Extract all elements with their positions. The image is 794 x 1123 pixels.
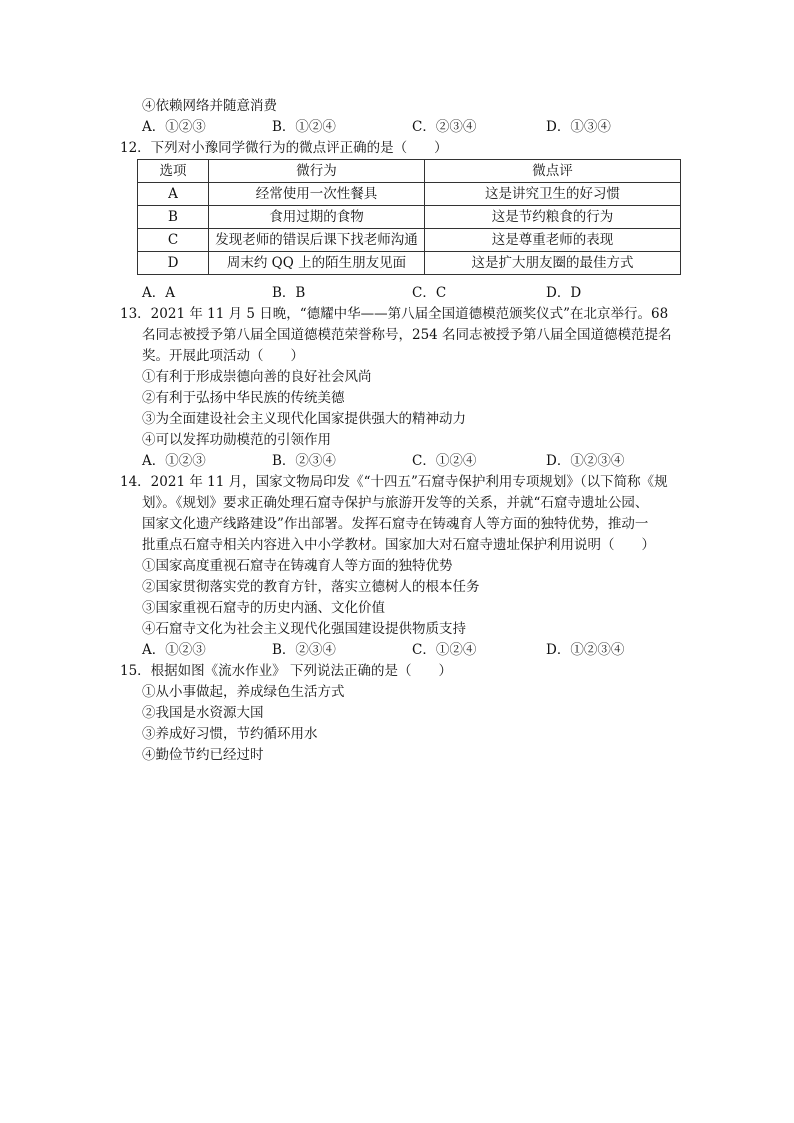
q13-option-a: A．①②③ <box>142 453 206 469</box>
q14-item-4: ④石窟寺文化为社会主义现代化强国建设提供物质支持 <box>142 621 466 637</box>
q14-item-1: ①国家高度重视石窟寺在铸魂育人等方面的独特优势 <box>142 558 453 574</box>
q15-item-2: ②我国是水资源大国 <box>142 705 264 721</box>
q13-stem-line: 奖。开展此项活动（ ） <box>142 348 304 364</box>
table-header-cell: 微行为 <box>209 160 425 183</box>
table-header-cell: 微点评 <box>425 160 681 183</box>
table-cell: A <box>138 183 209 206</box>
table-row <box>138 252 681 275</box>
table-cell: 食用过期的食物 <box>209 206 425 229</box>
q12-option-b: B．B <box>272 285 306 301</box>
q14-item-3: ③国家重视石窟寺的历史内涵、文化价值 <box>142 600 385 616</box>
q13-stem-line: 13．2021 年 11 月 5 日晚，“德耀中华——第八届全国道德模范颁奖仪式”在北京举行。68 <box>120 306 669 322</box>
q13-option-c: C．①②④ <box>412 453 477 469</box>
q13-option-d: D．①②③④ <box>546 453 625 469</box>
table-cell: 这是尊重老师的表现 <box>425 229 681 252</box>
table-cell: 经常使用一次性餐具 <box>209 183 425 206</box>
table-cell: B <box>138 206 209 229</box>
q12-option-c: C．C <box>412 285 447 301</box>
table-cell: 周末约 QQ 上的陌生朋友见面 <box>209 252 425 275</box>
table-cell: D <box>138 252 209 275</box>
table-row <box>138 229 681 252</box>
table-row <box>138 206 681 229</box>
q13-item-4: ④可以发挥功勋模范的引领作用 <box>142 432 331 448</box>
q14-stem-line: 批重点石窟寺相关内容进入中小学教材。国家加大对石窟寺遗址保护利用说明（ ） <box>142 537 655 553</box>
q11-option-b: B．①②④ <box>272 119 336 135</box>
q14-stem-line: 国家文化遗产线路建设”作出部署。发挥石窟寺在铸魂育人等方面的独特优势，推动一 <box>142 516 649 532</box>
q13-stem-line: 名同志被授予第八届全国道德模范荣誉称号，254 名同志被授予第八届全国道德模范提名 <box>142 327 672 343</box>
q12-stem: 12．下列对小豫同学微行为的微点评正确的是（ ） <box>120 140 448 156</box>
q14-option-a: A．①②③ <box>142 642 206 658</box>
q13-item-1: ①有利于形成崇德向善的良好社会风尚 <box>142 369 372 385</box>
table-header-cell: 选项 <box>138 160 209 183</box>
q13-item-3: ③为全面建设社会主义现代化国家提供强大的精神动力 <box>142 411 466 427</box>
q13-item-2: ②有利于弘扬中华民族的传统美德 <box>142 390 345 406</box>
table-cell: 这是节约粮食的行为 <box>425 206 681 229</box>
table-header-row <box>138 160 681 183</box>
q14-option-c: C．①②④ <box>412 642 477 658</box>
q12-option-a: A．A <box>142 285 175 301</box>
table-cell: 这是讲究卫生的好习惯 <box>425 183 681 206</box>
q11-option-c: C．②③④ <box>412 119 477 135</box>
q11-option-d: D．①③④ <box>546 119 611 135</box>
q12-option-d: D．D <box>546 285 582 301</box>
table-cell: 发现老师的错误后课下找老师沟通 <box>209 229 425 252</box>
q11-item-4: ④依赖网络并随意消费 <box>142 98 277 114</box>
q11-option-a: A．①②③ <box>142 119 206 135</box>
q14-option-b: B．②③④ <box>272 642 336 658</box>
q14-stem-line: 划》。《规划》要求正确处理石窟寺保护与旅游开发等的关系，并就“石窟寺遗址公园、 <box>142 495 649 511</box>
q12-table <box>137 159 681 275</box>
q14-stem-line: 14．2021 年 11 月，国家文物局印发《“十四五”石窟寺保护利用专项规划》（以下简称《规 <box>120 474 668 490</box>
table-cell: C <box>138 229 209 252</box>
table-row <box>138 183 681 206</box>
table-cell: 这是扩大朋友圈的最佳方式 <box>425 252 681 275</box>
q15-item-3: ③养成好习惯，节约循环用水 <box>142 726 318 742</box>
q14-option-d: D．①②③④ <box>546 642 625 658</box>
q14-item-2: ②国家贯彻落实党的教育方针，落实立德树人的根本任务 <box>142 579 480 595</box>
q15-item-4: ④勤俭节约已经过时 <box>142 747 264 763</box>
q15-stem: 15．根据如图《流水作业》 下列说法正确的是（ ） <box>120 663 452 679</box>
q13-option-b: B．②③④ <box>272 453 336 469</box>
q15-item-1: ①从小事做起，养成绿色生活方式 <box>142 684 345 700</box>
